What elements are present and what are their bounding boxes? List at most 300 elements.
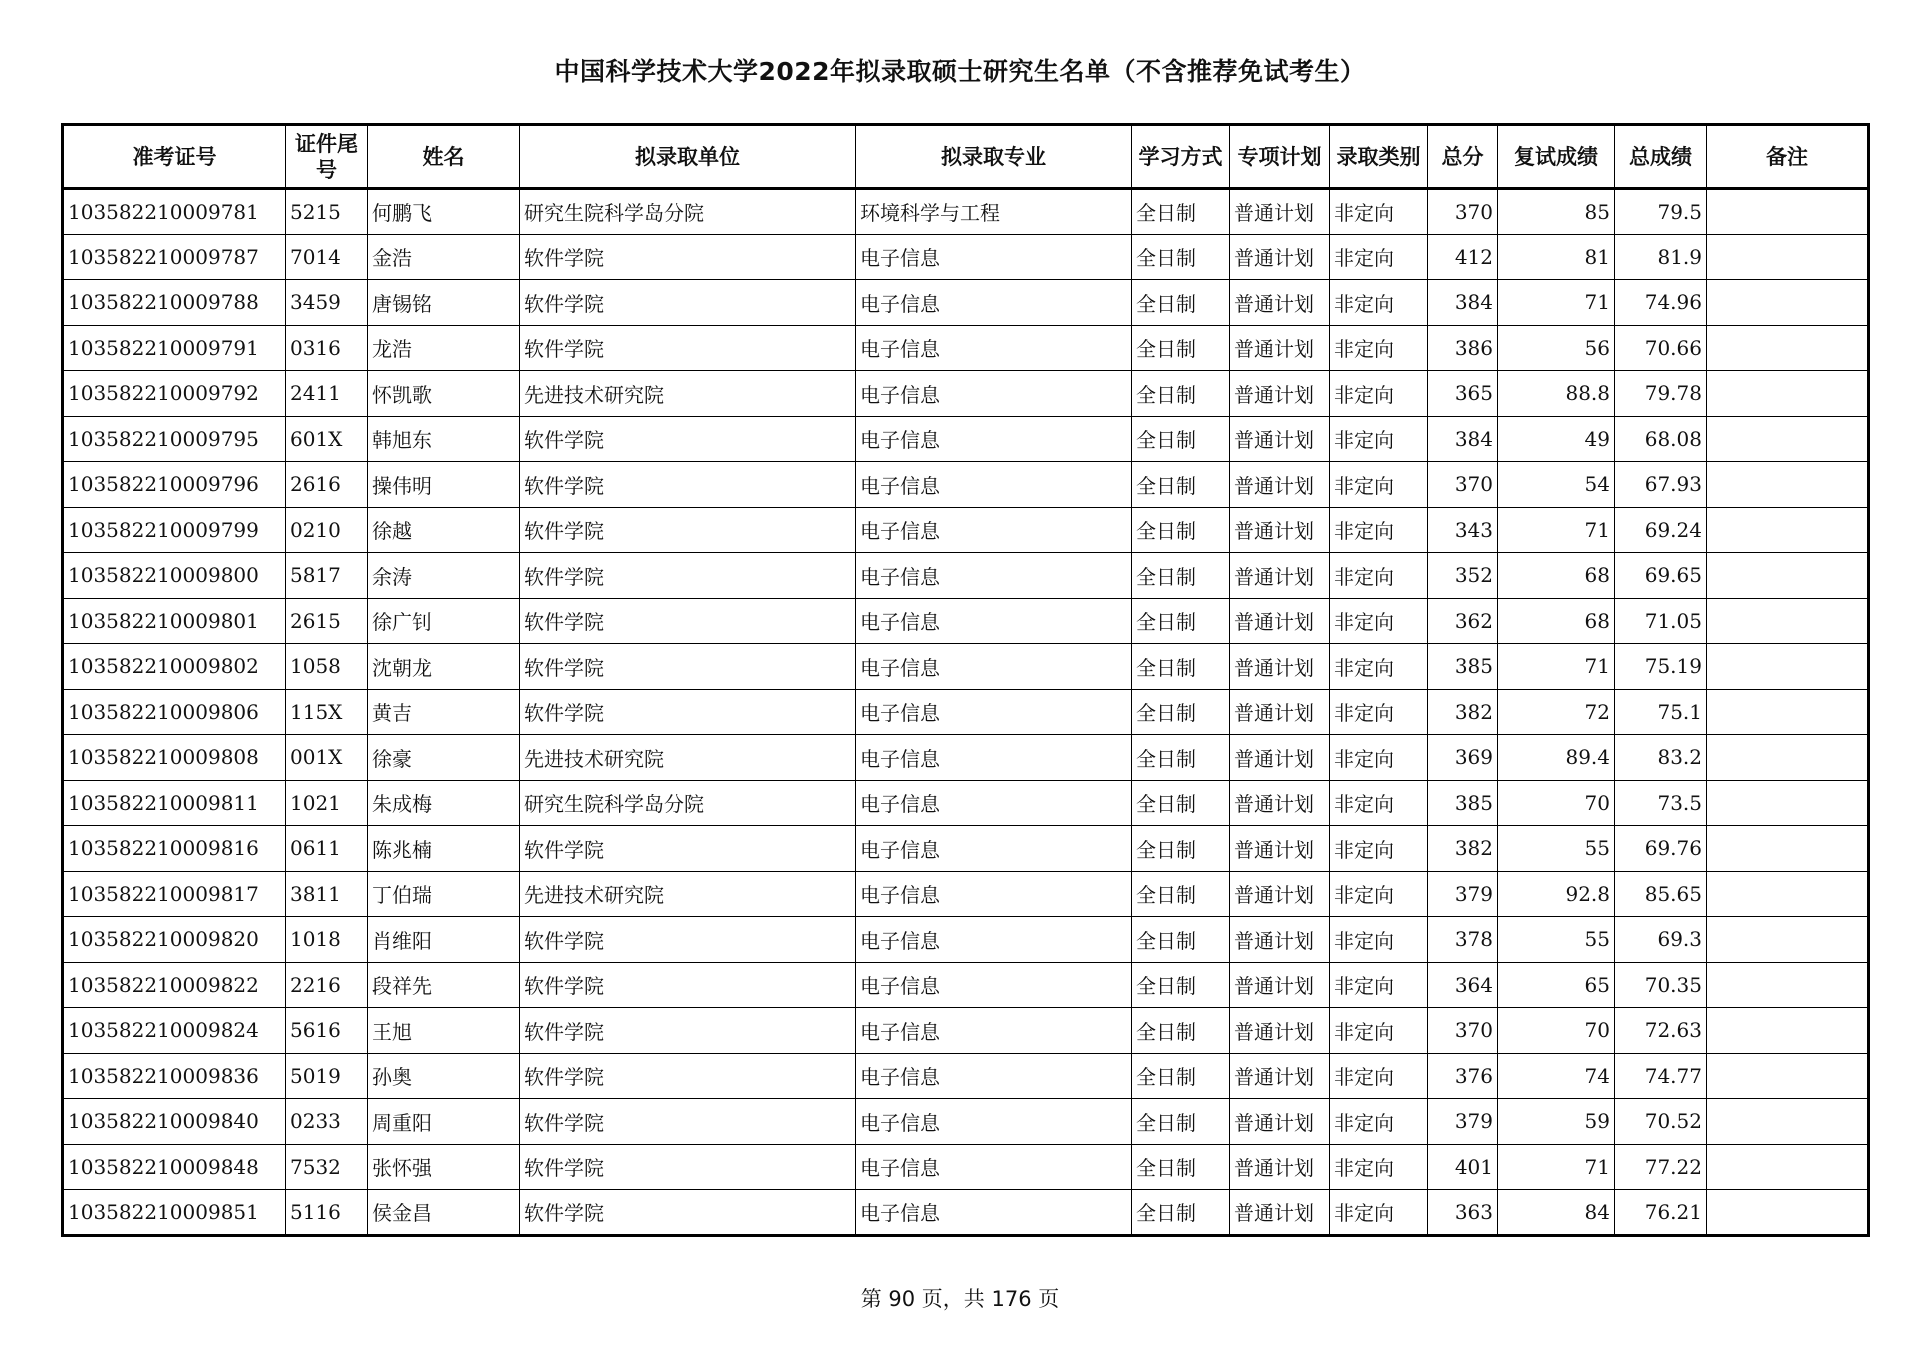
- table-cell: 电子信息: [856, 1099, 1132, 1145]
- table-cell: 0210: [286, 507, 368, 553]
- table-cell: 非定向: [1330, 234, 1428, 280]
- table-cell: 普通计划: [1230, 1190, 1330, 1236]
- table-cell: 370: [1428, 462, 1498, 508]
- table-cell: 非定向: [1330, 189, 1428, 235]
- table-cell: 382: [1428, 826, 1498, 872]
- table-row: [63, 1190, 1869, 1236]
- table-cell: 肖维阳: [368, 917, 520, 963]
- table-cell: 普通计划: [1230, 917, 1330, 963]
- table-row: [63, 507, 1869, 553]
- table-cell: 全日制: [1132, 871, 1230, 917]
- table-cell: 非定向: [1330, 871, 1428, 917]
- table-cell: [1707, 1099, 1869, 1145]
- table-cell: 54: [1498, 462, 1615, 508]
- table-cell: 全日制: [1132, 325, 1230, 371]
- table-cell: 2216: [286, 962, 368, 1008]
- table-row: [63, 644, 1869, 690]
- table-cell: 普通计划: [1230, 1099, 1330, 1145]
- table-cell: 103582210009822: [63, 962, 286, 1008]
- table-cell: 研究生院科学岛分院: [520, 780, 856, 826]
- table-cell: 55: [1498, 826, 1615, 872]
- table-cell: 普通计划: [1230, 598, 1330, 644]
- table-cell: 75.1: [1615, 689, 1707, 735]
- table-cell: [1707, 189, 1869, 235]
- table-cell: [1707, 416, 1869, 462]
- table-cell: 103582210009787: [63, 234, 286, 280]
- table-cell: 周重阳: [368, 1099, 520, 1145]
- table-cell: 1058: [286, 644, 368, 690]
- page-title: 中国科学技术大学2022年拟录取硕士研究生名单（不含推荐免试考生）: [554, 57, 1366, 86]
- table-cell: 382: [1428, 689, 1498, 735]
- table-cell: 非定向: [1330, 598, 1428, 644]
- table-cell: 侯金昌: [368, 1190, 520, 1236]
- table-cell: 81.9: [1615, 234, 1707, 280]
- table-cell: 70.66: [1615, 325, 1707, 371]
- table-row: [63, 871, 1869, 917]
- table-cell: 电子信息: [856, 962, 1132, 1008]
- table-cell: 364: [1428, 962, 1498, 1008]
- table-cell: 103582210009811: [63, 780, 286, 826]
- table-cell: 电子信息: [856, 325, 1132, 371]
- table-cell: 先进技术研究院: [520, 871, 856, 917]
- table-row: [63, 917, 1869, 963]
- table-cell: 电子信息: [856, 735, 1132, 781]
- column-header: 姓名: [368, 125, 520, 189]
- table-cell: 操伟明: [368, 462, 520, 508]
- header-row: [63, 125, 1869, 189]
- table-cell: 非定向: [1330, 780, 1428, 826]
- column-header: 备注: [1707, 125, 1869, 189]
- table-cell: 非定向: [1330, 735, 1428, 781]
- table-cell: 软件学院: [520, 1190, 856, 1236]
- table-cell: 103582210009824: [63, 1008, 286, 1054]
- table-cell: 全日制: [1132, 1008, 1230, 1054]
- table-row: [63, 1008, 1869, 1054]
- table-cell: 龙浩: [368, 325, 520, 371]
- table-cell: 软件学院: [520, 416, 856, 462]
- table-cell: 77.22: [1615, 1144, 1707, 1190]
- table-cell: 全日制: [1132, 917, 1230, 963]
- table-cell: 普通计划: [1230, 553, 1330, 599]
- table-cell: 王旭: [368, 1008, 520, 1054]
- table-cell: 全日制: [1132, 1099, 1230, 1145]
- column-header: 总成绩: [1615, 125, 1707, 189]
- table-cell: 非定向: [1330, 826, 1428, 872]
- table-cell: 徐豪: [368, 735, 520, 781]
- table-cell: [1707, 1053, 1869, 1099]
- column-header: 证件尾号: [286, 125, 368, 189]
- table-cell: [1707, 462, 1869, 508]
- table-cell: 103582210009791: [63, 325, 286, 371]
- table-cell: 全日制: [1132, 644, 1230, 690]
- table-cell: 非定向: [1330, 917, 1428, 963]
- table-cell: 全日制: [1132, 962, 1230, 1008]
- table-cell: 71: [1498, 280, 1615, 326]
- table-cell: 65: [1498, 962, 1615, 1008]
- table-cell: 怀凯歌: [368, 371, 520, 417]
- table-cell: 81: [1498, 234, 1615, 280]
- table-cell: 软件学院: [520, 325, 856, 371]
- table-cell: [1707, 962, 1869, 1008]
- table-cell: 103582210009799: [63, 507, 286, 553]
- table-cell: 85.65: [1615, 871, 1707, 917]
- table-cell: 普通计划: [1230, 507, 1330, 553]
- table-cell: 103582210009795: [63, 416, 286, 462]
- table-cell: 79.5: [1615, 189, 1707, 235]
- table-cell: 电子信息: [856, 553, 1132, 599]
- table-cell: 电子信息: [856, 917, 1132, 963]
- table-cell: 69.24: [1615, 507, 1707, 553]
- table-cell: [1707, 371, 1869, 417]
- table-row: [63, 780, 1869, 826]
- table-cell: [1707, 507, 1869, 553]
- table-cell: 软件学院: [520, 280, 856, 326]
- table-cell: 孙奥: [368, 1053, 520, 1099]
- table-cell: 非定向: [1330, 416, 1428, 462]
- table-cell: 电子信息: [856, 689, 1132, 735]
- table-cell: 非定向: [1330, 325, 1428, 371]
- table-cell: [1707, 1008, 1869, 1054]
- table-cell: 电子信息: [856, 1190, 1132, 1236]
- table-cell: 0316: [286, 325, 368, 371]
- table-cell: 朱成梅: [368, 780, 520, 826]
- table-cell: 软件学院: [520, 462, 856, 508]
- table-cell: 84: [1498, 1190, 1615, 1236]
- table-cell: 69.3: [1615, 917, 1707, 963]
- table-cell: 379: [1428, 871, 1498, 917]
- table-cell: 376: [1428, 1053, 1498, 1099]
- table-cell: 全日制: [1132, 507, 1230, 553]
- column-header: 录取类别: [1330, 125, 1428, 189]
- table-cell: 343: [1428, 507, 1498, 553]
- table-cell: 79.78: [1615, 371, 1707, 417]
- table-cell: 普通计划: [1230, 1053, 1330, 1099]
- table-cell: 67.93: [1615, 462, 1707, 508]
- table-cell: 金浩: [368, 234, 520, 280]
- table-cell: 软件学院: [520, 917, 856, 963]
- table-cell: 1021: [286, 780, 368, 826]
- table-row: [63, 826, 1869, 872]
- table-cell: 普通计划: [1230, 325, 1330, 371]
- table-cell: 0233: [286, 1099, 368, 1145]
- table-cell: 88.8: [1498, 371, 1615, 417]
- table-cell: 69.76: [1615, 826, 1707, 872]
- table-cell: 70: [1498, 780, 1615, 826]
- column-header: 拟录取单位: [520, 125, 856, 189]
- table-cell: 全日制: [1132, 826, 1230, 872]
- table-row: [63, 689, 1869, 735]
- table-cell: 非定向: [1330, 462, 1428, 508]
- table-cell: 非定向: [1330, 644, 1428, 690]
- table-cell: [1707, 689, 1869, 735]
- table-cell: 电子信息: [856, 371, 1132, 417]
- table-cell: 全日制: [1132, 689, 1230, 735]
- table-cell: 103582210009792: [63, 371, 286, 417]
- table-cell: 何鹏飞: [368, 189, 520, 235]
- table-cell: 379: [1428, 1099, 1498, 1145]
- table-cell: [1707, 644, 1869, 690]
- table-cell: 103582210009851: [63, 1190, 286, 1236]
- table-cell: 3811: [286, 871, 368, 917]
- table-row: [63, 371, 1869, 417]
- table-cell: 软件学院: [520, 553, 856, 599]
- table-cell: 1018: [286, 917, 368, 963]
- table-cell: 软件学院: [520, 1008, 856, 1054]
- table-cell: 全日制: [1132, 1190, 1230, 1236]
- admission-table: [61, 123, 1870, 1237]
- table-cell: 软件学院: [520, 1144, 856, 1190]
- table-row: [63, 280, 1869, 326]
- table-cell: 电子信息: [856, 871, 1132, 917]
- table-cell: 5616: [286, 1008, 368, 1054]
- table-cell: 76.21: [1615, 1190, 1707, 1236]
- table-cell: 段祥先: [368, 962, 520, 1008]
- table-cell: 陈兆楠: [368, 826, 520, 872]
- table-cell: 362: [1428, 598, 1498, 644]
- page-number: 第 90 页，共 176 页: [860, 1287, 1060, 1311]
- table-cell: 唐锡铭: [368, 280, 520, 326]
- table-cell: 电子信息: [856, 234, 1132, 280]
- table-body: [63, 189, 1869, 1236]
- table-cell: 68: [1498, 553, 1615, 599]
- table-cell: 电子信息: [856, 780, 1132, 826]
- table-cell: 非定向: [1330, 689, 1428, 735]
- table-cell: 非定向: [1330, 553, 1428, 599]
- table-cell: 601X: [286, 416, 368, 462]
- table-cell: 363: [1428, 1190, 1498, 1236]
- table-cell: 352: [1428, 553, 1498, 599]
- table-cell: 83.2: [1615, 735, 1707, 781]
- table-cell: 71: [1498, 1144, 1615, 1190]
- table-cell: 115X: [286, 689, 368, 735]
- column-header: 总分: [1428, 125, 1498, 189]
- table-cell: 7532: [286, 1144, 368, 1190]
- table-row: [63, 234, 1869, 280]
- table-cell: 张怀强: [368, 1144, 520, 1190]
- table-cell: [1707, 1144, 1869, 1190]
- table-cell: 徐越: [368, 507, 520, 553]
- table-row: [63, 1144, 1869, 1190]
- column-header: 学习方式: [1132, 125, 1230, 189]
- table-cell: 韩旭东: [368, 416, 520, 462]
- table-cell: 385: [1428, 644, 1498, 690]
- table-cell: 电子信息: [856, 1008, 1132, 1054]
- table-cell: 全日制: [1132, 462, 1230, 508]
- table-cell: 103582210009800: [63, 553, 286, 599]
- table-cell: 软件学院: [520, 644, 856, 690]
- table-cell: 电子信息: [856, 598, 1132, 644]
- table-row: [63, 735, 1869, 781]
- table-cell: 103582210009806: [63, 689, 286, 735]
- table-cell: 非定向: [1330, 1099, 1428, 1145]
- table-cell: 普通计划: [1230, 871, 1330, 917]
- table-cell: 68: [1498, 598, 1615, 644]
- table-cell: 普通计划: [1230, 735, 1330, 781]
- table-cell: [1707, 826, 1869, 872]
- table-cell: 69.65: [1615, 553, 1707, 599]
- table-row: [63, 598, 1869, 644]
- table-cell: 68.08: [1615, 416, 1707, 462]
- table-cell: 先进技术研究院: [520, 371, 856, 417]
- table-cell: 49: [1498, 416, 1615, 462]
- column-header: 复试成绩: [1498, 125, 1615, 189]
- table-row: [63, 325, 1869, 371]
- table-cell: [1707, 553, 1869, 599]
- table-cell: 非定向: [1330, 371, 1428, 417]
- table-cell: 72: [1498, 689, 1615, 735]
- table-cell: 0611: [286, 826, 368, 872]
- table-cell: 电子信息: [856, 1053, 1132, 1099]
- table-cell: 103582210009808: [63, 735, 286, 781]
- table-cell: 385: [1428, 780, 1498, 826]
- table-cell: 研究生院科学岛分院: [520, 189, 856, 235]
- table-cell: 软件学院: [520, 826, 856, 872]
- table-cell: 全日制: [1132, 416, 1230, 462]
- table-cell: 74.77: [1615, 1053, 1707, 1099]
- table-cell: 103582210009848: [63, 1144, 286, 1190]
- table-cell: 普通计划: [1230, 280, 1330, 326]
- table-cell: 电子信息: [856, 462, 1132, 508]
- table-cell: 85: [1498, 189, 1615, 235]
- table-cell: 电子信息: [856, 1144, 1132, 1190]
- table-cell: 普通计划: [1230, 826, 1330, 872]
- table-cell: 普通计划: [1230, 962, 1330, 1008]
- table-cell: 103582210009802: [63, 644, 286, 690]
- table-cell: [1707, 325, 1869, 371]
- table-cell: 全日制: [1132, 1053, 1230, 1099]
- column-header: 准考证号: [63, 125, 286, 189]
- table-cell: 56: [1498, 325, 1615, 371]
- table-cell: [1707, 234, 1869, 280]
- table-cell: 71: [1498, 507, 1615, 553]
- table-cell: 全日制: [1132, 1144, 1230, 1190]
- table-cell: 普通计划: [1230, 644, 1330, 690]
- table-cell: 普通计划: [1230, 689, 1330, 735]
- table-cell: 5019: [286, 1053, 368, 1099]
- table-cell: 丁伯瑞: [368, 871, 520, 917]
- table-cell: 余涛: [368, 553, 520, 599]
- table-cell: 先进技术研究院: [520, 735, 856, 781]
- table-cell: 71.05: [1615, 598, 1707, 644]
- table-cell: 软件学院: [520, 962, 856, 1008]
- table-cell: [1707, 917, 1869, 963]
- table-cell: 70.35: [1615, 962, 1707, 1008]
- table-cell: 非定向: [1330, 1053, 1428, 1099]
- table-cell: 103582210009781: [63, 189, 286, 235]
- table-row: [63, 1053, 1869, 1099]
- table-cell: 2615: [286, 598, 368, 644]
- table-cell: 73.5: [1615, 780, 1707, 826]
- table-cell: 非定向: [1330, 280, 1428, 326]
- table-cell: 全日制: [1132, 735, 1230, 781]
- table-cell: 普通计划: [1230, 234, 1330, 280]
- table-cell: 环境科学与工程: [856, 189, 1132, 235]
- table-row: [63, 189, 1869, 235]
- table-row: [63, 416, 1869, 462]
- table-cell: 370: [1428, 189, 1498, 235]
- table-cell: 软件学院: [520, 598, 856, 644]
- table-cell: [1707, 1190, 1869, 1236]
- table-cell: 电子信息: [856, 826, 1132, 872]
- table-cell: 103582210009840: [63, 1099, 286, 1145]
- table-cell: [1707, 871, 1869, 917]
- table-header: [63, 125, 1869, 189]
- table-cell: 非定向: [1330, 962, 1428, 1008]
- table-cell: 电子信息: [856, 416, 1132, 462]
- table-cell: 软件学院: [520, 689, 856, 735]
- table-cell: 普通计划: [1230, 780, 1330, 826]
- table-cell: 75.19: [1615, 644, 1707, 690]
- table-cell: 103582210009816: [63, 826, 286, 872]
- table-cell: 软件学院: [520, 507, 856, 553]
- table-cell: 5215: [286, 189, 368, 235]
- table-row: [63, 962, 1869, 1008]
- table-cell: 2411: [286, 371, 368, 417]
- table-cell: 全日制: [1132, 189, 1230, 235]
- table-cell: 71: [1498, 644, 1615, 690]
- table-cell: 5116: [286, 1190, 368, 1236]
- table-cell: [1707, 780, 1869, 826]
- table-cell: 全日制: [1132, 553, 1230, 599]
- table-cell: 001X: [286, 735, 368, 781]
- table-cell: 电子信息: [856, 280, 1132, 326]
- table-cell: 非定向: [1330, 507, 1428, 553]
- table-cell: [1707, 280, 1869, 326]
- table-cell: 92.8: [1498, 871, 1615, 917]
- table-cell: 电子信息: [856, 507, 1132, 553]
- table-cell: 378: [1428, 917, 1498, 963]
- table-cell: 103582210009796: [63, 462, 286, 508]
- table-cell: 软件学院: [520, 1053, 856, 1099]
- table-cell: 全日制: [1132, 780, 1230, 826]
- column-header: 专项计划: [1230, 125, 1330, 189]
- table-cell: 103582210009801: [63, 598, 286, 644]
- table-cell: 70: [1498, 1008, 1615, 1054]
- table-cell: 59: [1498, 1099, 1615, 1145]
- table-cell: 103582210009817: [63, 871, 286, 917]
- table-cell: 全日制: [1132, 234, 1230, 280]
- table-row: [63, 462, 1869, 508]
- table-cell: 401: [1428, 1144, 1498, 1190]
- table-cell: [1707, 598, 1869, 644]
- table-cell: 55: [1498, 917, 1615, 963]
- table-cell: 非定向: [1330, 1008, 1428, 1054]
- table-cell: 全日制: [1132, 371, 1230, 417]
- table-cell: 徐广钊: [368, 598, 520, 644]
- table-cell: 74.96: [1615, 280, 1707, 326]
- table-cell: 5817: [286, 553, 368, 599]
- table-cell: 103582210009788: [63, 280, 286, 326]
- table-cell: 普通计划: [1230, 189, 1330, 235]
- table-cell: 电子信息: [856, 644, 1132, 690]
- table-cell: 普通计划: [1230, 371, 1330, 417]
- table-cell: 103582210009820: [63, 917, 286, 963]
- table-cell: 普通计划: [1230, 416, 1330, 462]
- table-cell: 384: [1428, 280, 1498, 326]
- table-cell: 74: [1498, 1053, 1615, 1099]
- table-cell: 2616: [286, 462, 368, 508]
- table-cell: 普通计划: [1230, 462, 1330, 508]
- table-cell: 370: [1428, 1008, 1498, 1054]
- table-cell: 全日制: [1132, 598, 1230, 644]
- table-row: [63, 1099, 1869, 1145]
- table-cell: 普通计划: [1230, 1008, 1330, 1054]
- column-header: 拟录取专业: [856, 125, 1132, 189]
- table-cell: 386: [1428, 325, 1498, 371]
- table-row: [63, 553, 1869, 599]
- table-cell: 非定向: [1330, 1144, 1428, 1190]
- table-cell: 非定向: [1330, 1190, 1428, 1236]
